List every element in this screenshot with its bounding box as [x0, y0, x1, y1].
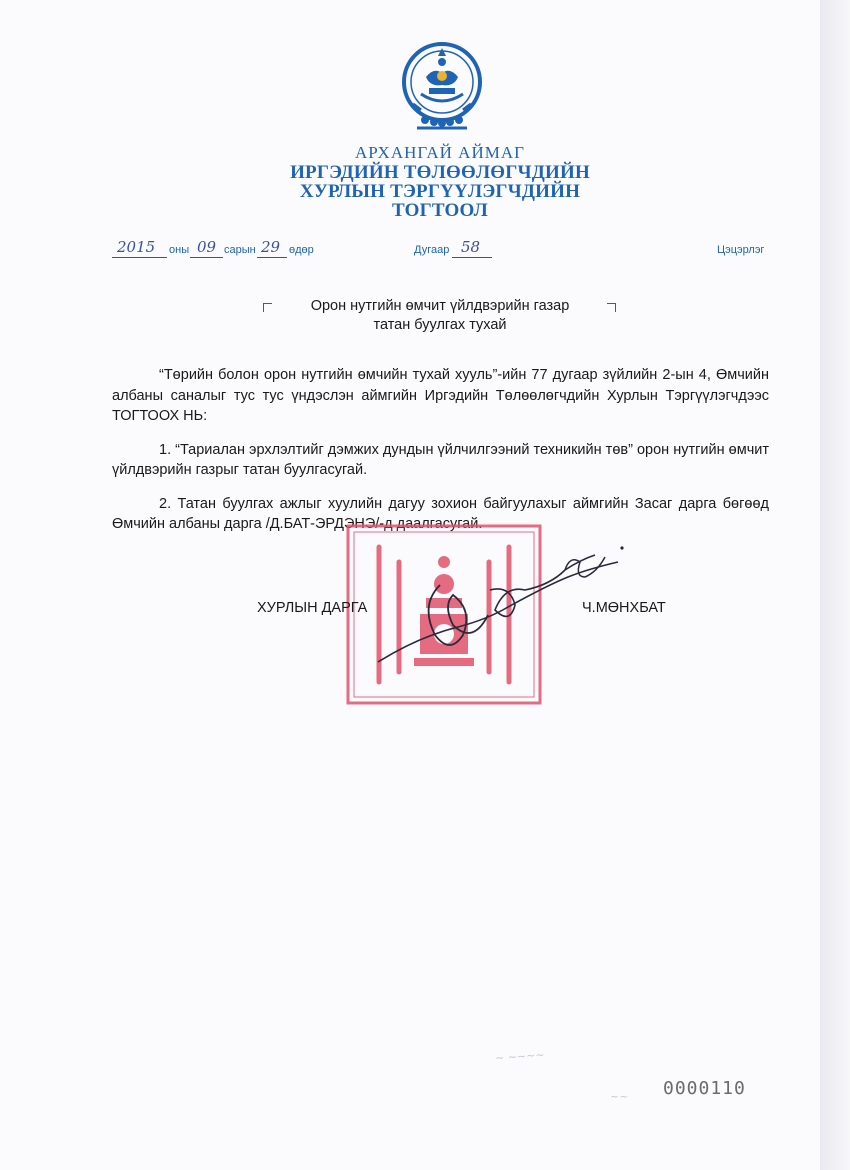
- year-label: оны: [169, 244, 190, 256]
- decision-item-1: 1. “Тариалан эрхлэлтийг дэмжих дундын үйлчилгээний техникийн төв” орон нутгийн өмчит үйлдвэрийн газрыг татан буулгасугай.: [112, 441, 769, 478]
- title-line1: Орон нутгийн өмчит үйлдвэрийн газар: [310, 298, 570, 314]
- month-value: 09: [197, 238, 217, 256]
- decision-item-2: 2. Татан буулгах ажлыг хуулийн дагуу зохион байгуулахыг аймгийн Засаг дарга бөгөөд Өмчийн албаны дарга /Д.БАТ-ЭРДЭНЭ/-д даалгасугай.: [112, 495, 769, 532]
- document-title: [0, 297, 850, 335]
- signer-name: Ч.МӨНХБАТ: [582, 600, 666, 616]
- month-label: сарын: [224, 244, 256, 256]
- date-row: [0, 240, 820, 264]
- intro-paragraph: “Төрийн болон орон нутгийн өмчийн тухай хууль”-ийн 77 дугаар зүйлийн 2-ын 4, Өмчийн албаны саналыг тус тус үндэслэн аймгийн Иргэдийн Төлөөлөгчдийн Хурлын Тэргүүлэгчдээс ТОГТООХ НЬ:: [112, 367, 769, 424]
- document-body: [112, 365, 769, 548]
- province-name: АРХАНГАЙ АЙМАГ: [355, 143, 525, 162]
- number-value: 58: [461, 238, 481, 256]
- document-header: [0, 143, 850, 220]
- serial-number: 0000110: [663, 1078, 746, 1099]
- day-value: 29: [261, 238, 281, 256]
- council-name-line2: ХУРЛЫН ТЭРГҮҮЛЭГЧДИЙН: [299, 181, 581, 202]
- year-value: 2015: [117, 238, 156, 256]
- place-name: Цэцэрлэг: [717, 244, 765, 256]
- signer-title: ХУРЛЫН ДАРГА: [257, 600, 368, 616]
- faint-background-mark-2: ~~: [610, 1090, 629, 1103]
- document-type: ТОГТООЛ: [392, 200, 488, 221]
- number-label: Дугаар: [414, 244, 450, 256]
- title-line2: татан буулгах тухай: [373, 317, 507, 333]
- day-label: өдөр: [289, 244, 314, 256]
- faint-background-mark: ~ ~~~~: [494, 1048, 545, 1065]
- council-name-line1: ИРГЭДИЙН ТӨЛӨӨЛӨГЧДИЙН: [290, 162, 590, 183]
- state-emblem-icon: [399, 42, 485, 136]
